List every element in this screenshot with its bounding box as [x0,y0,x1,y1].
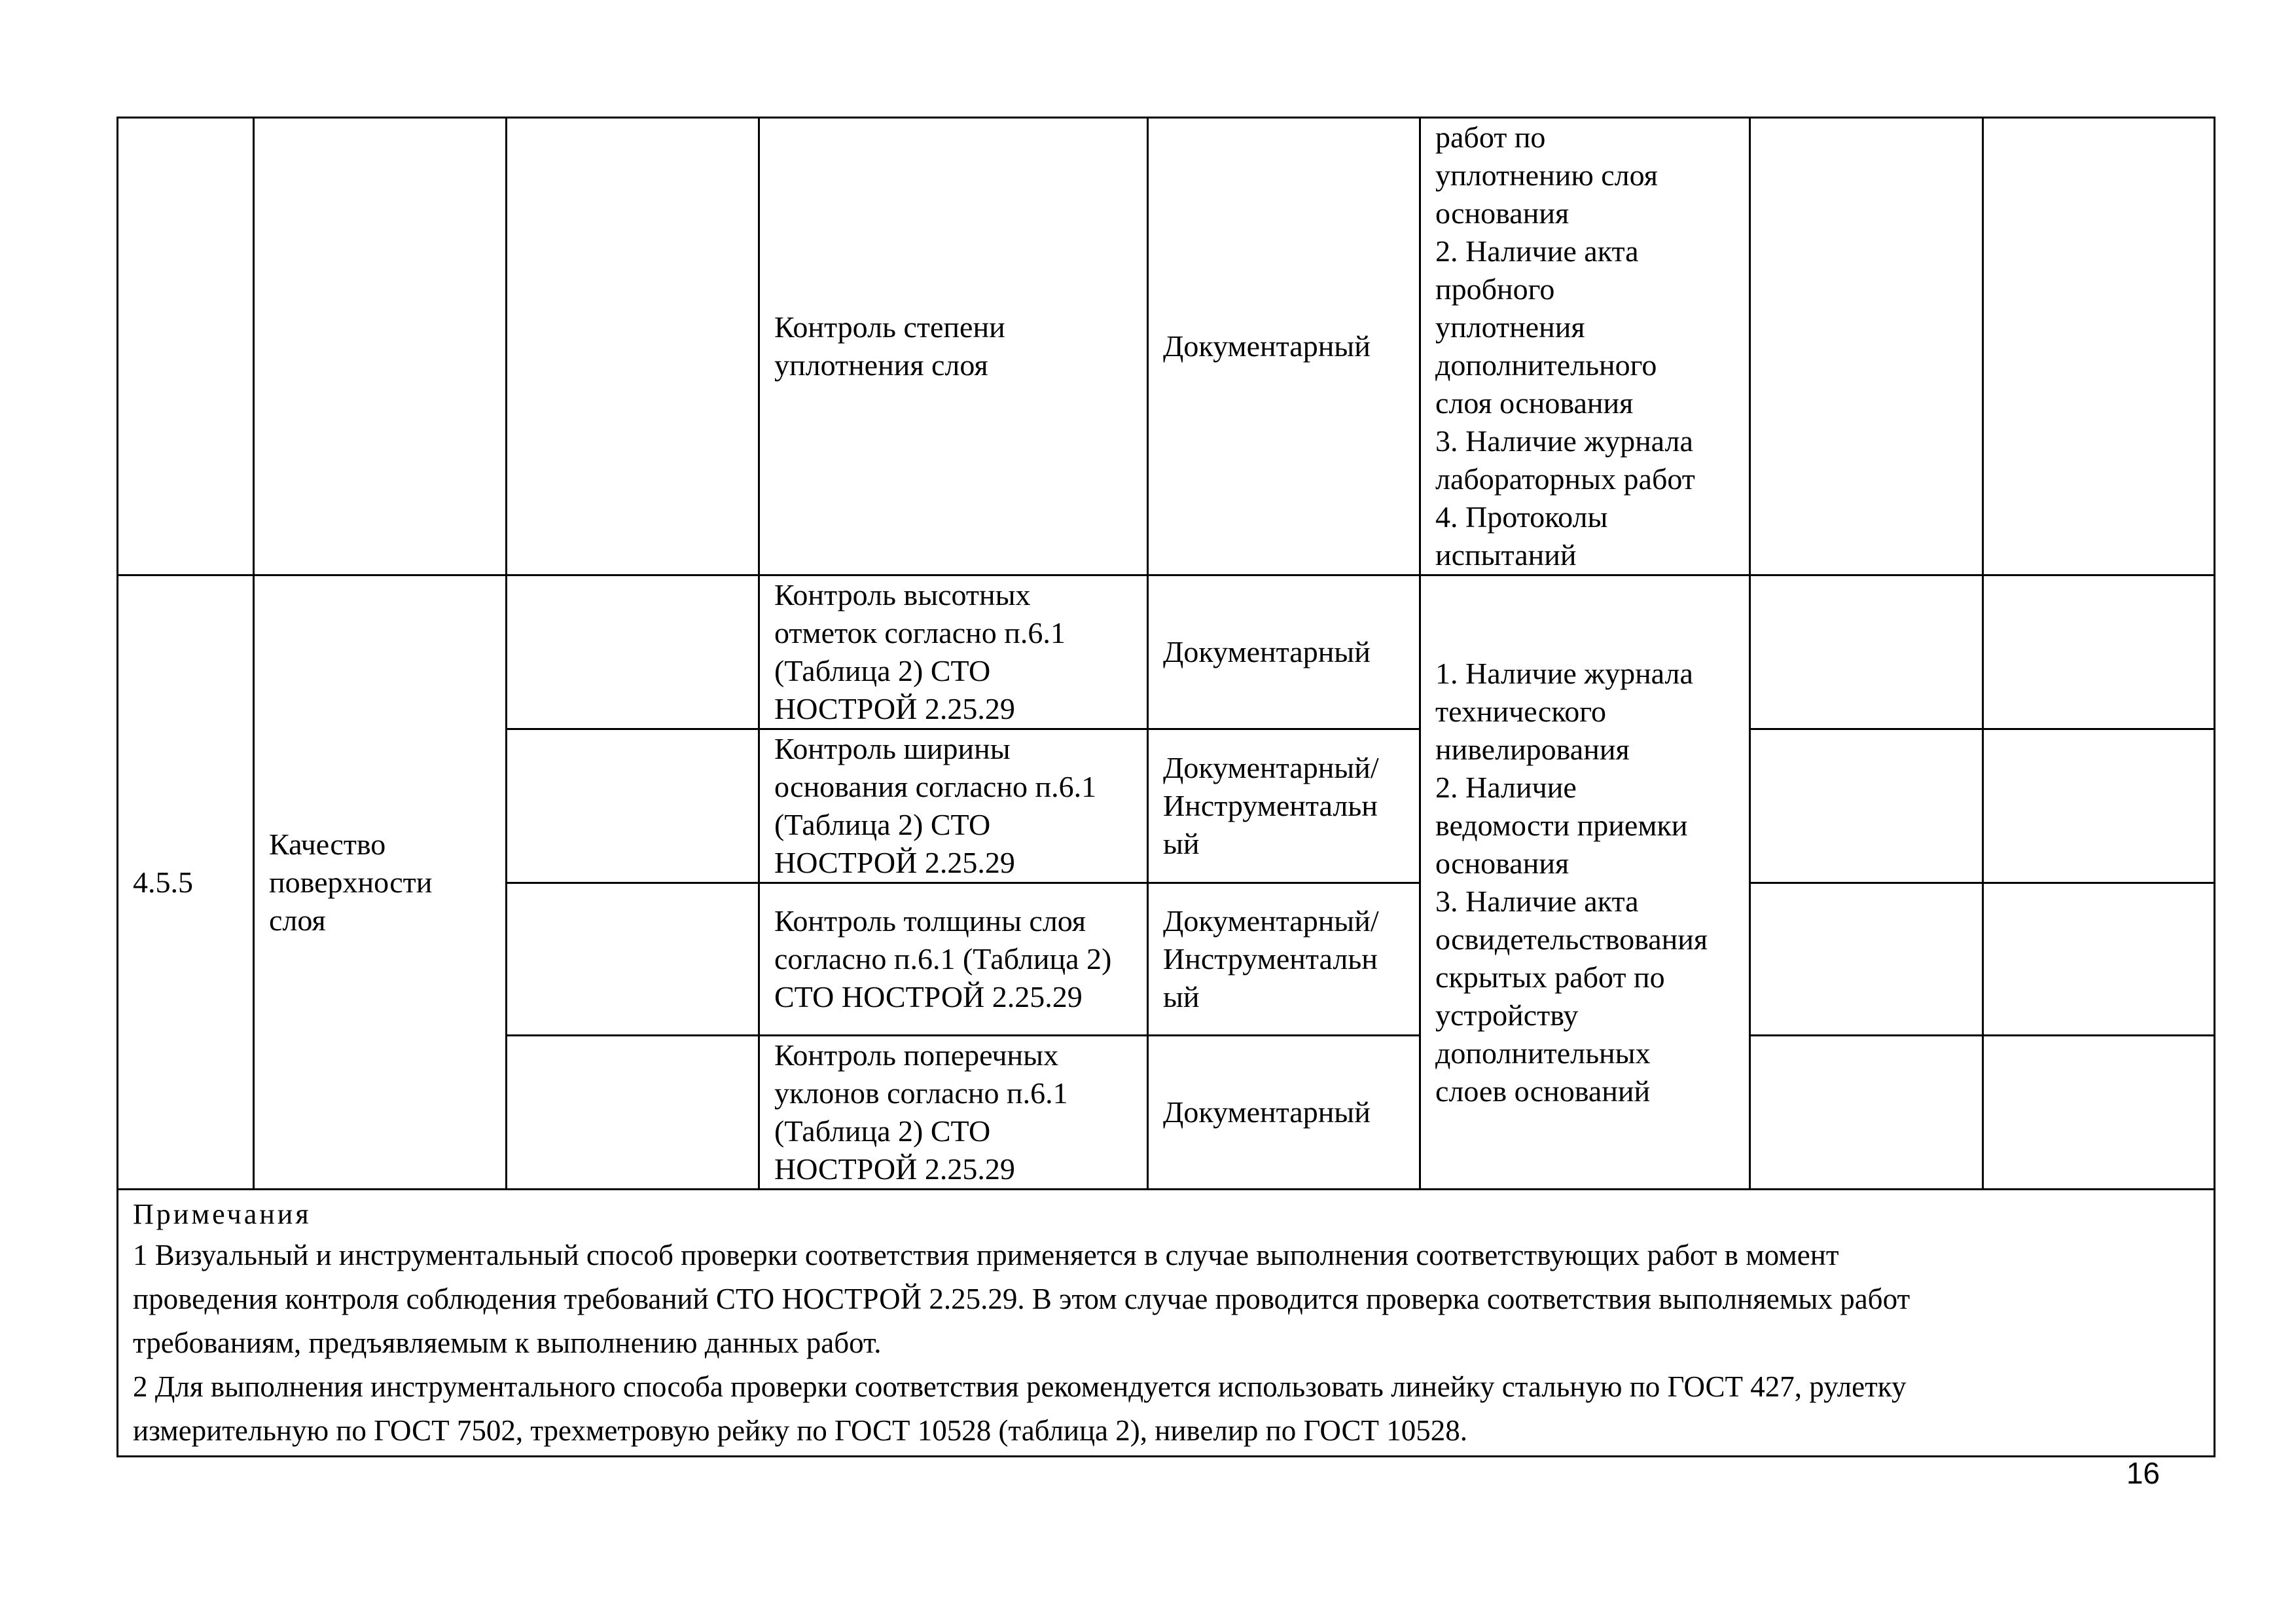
cell-blank [1983,118,2215,575]
cell-blank [1750,575,1983,729]
cell-item-number: 4.5.5 [118,575,254,1190]
notes-cell [118,1190,2215,1457]
cell-name-empty [254,118,507,575]
cell-control: Контроль толщины слоя согласно п.6.1 (Таблица 2) СТО НОСТРОЙ 2.25.29 [759,883,1148,1036]
cell-control: Контроль высотных отметок согласно п.6.1 (Таблица 2) СТО НОСТРОЙ 2.25.29 [759,575,1148,729]
cell-item-name: Качество поверхности слоя [254,575,507,1190]
cell-method: Документарный [1148,575,1420,729]
cell-blank [1750,883,1983,1036]
cell-documents: 1. Наличие журнала технического нивелирования 2. Наличие ведомости приемки основания 3. Наличие акта освидетельствования скрытых работ по устройству дополнительных слоев оснований [1420,575,1750,1190]
cell-blank [1983,575,2215,729]
cell-blank [1983,729,2215,883]
cell-blank [1750,729,1983,883]
cell-method: Документарный [1148,1036,1420,1190]
cell-blank [1750,118,1983,575]
cell-blank [1983,883,2215,1036]
cell-blank [507,1036,759,1190]
control-table [117,117,2215,1457]
cell-number-empty [118,118,254,575]
cell-control: Контроль ширины основания согласно п.6.1 (Таблица 2) СТО НОСТРОЙ 2.25.29 [759,729,1148,883]
cell-blank [507,729,759,883]
cell-blank [507,883,759,1036]
cell-documents: работ по уплотнению слоя основания 2. Наличие акта пробного уплотнения дополнительного слоя основания 3. Наличие журнала лабораторных работ 4. Протоколы испытаний [1420,118,1750,575]
page-number: 16 [2126,1456,2160,1490]
cell-method: Документарный/ Инструментальн ый [1148,729,1420,883]
cell-control: Контроль степени уплотнения слоя [759,118,1148,575]
cell-blank [1983,1036,2215,1190]
table-row [118,575,2215,729]
notes-title: Примечания [133,1198,312,1230]
cell-method: Документарный/ Инструментальн ый [1148,883,1420,1036]
cell-blank [507,575,759,729]
cell-blank [507,118,759,575]
table-row-continued [118,118,2215,575]
cell-blank [1750,1036,1983,1190]
cell-method: Документарный [1148,118,1420,575]
notes-text: 1 Визуальный и инструментальный способ проверки соответствия применяется в случае выполнения соответствующих работ в момент проведения контроля соблюдения требований СТО НОСТРОЙ 2.25.29. В этом случае проводится проверка соответствия выполняемых работ требованиям, предъявляемым к выполнению данных работ. 2 Для выполнения инструментального способа проверки соответствия рекомендуется использовать линейку стальную по ГОСТ 427, рулетку измерительную по ГОСТ 7502, трехметровую рейку по ГОСТ 10528 (таблица 2), нивелир по ГОСТ 10528. [133,1239,1910,1447]
cell-control: Контроль поперечных уклонов согласно п.6.1 (Таблица 2) СТО НОСТРОЙ 2.25.29 [759,1036,1148,1190]
table-row-notes [118,1190,2215,1457]
